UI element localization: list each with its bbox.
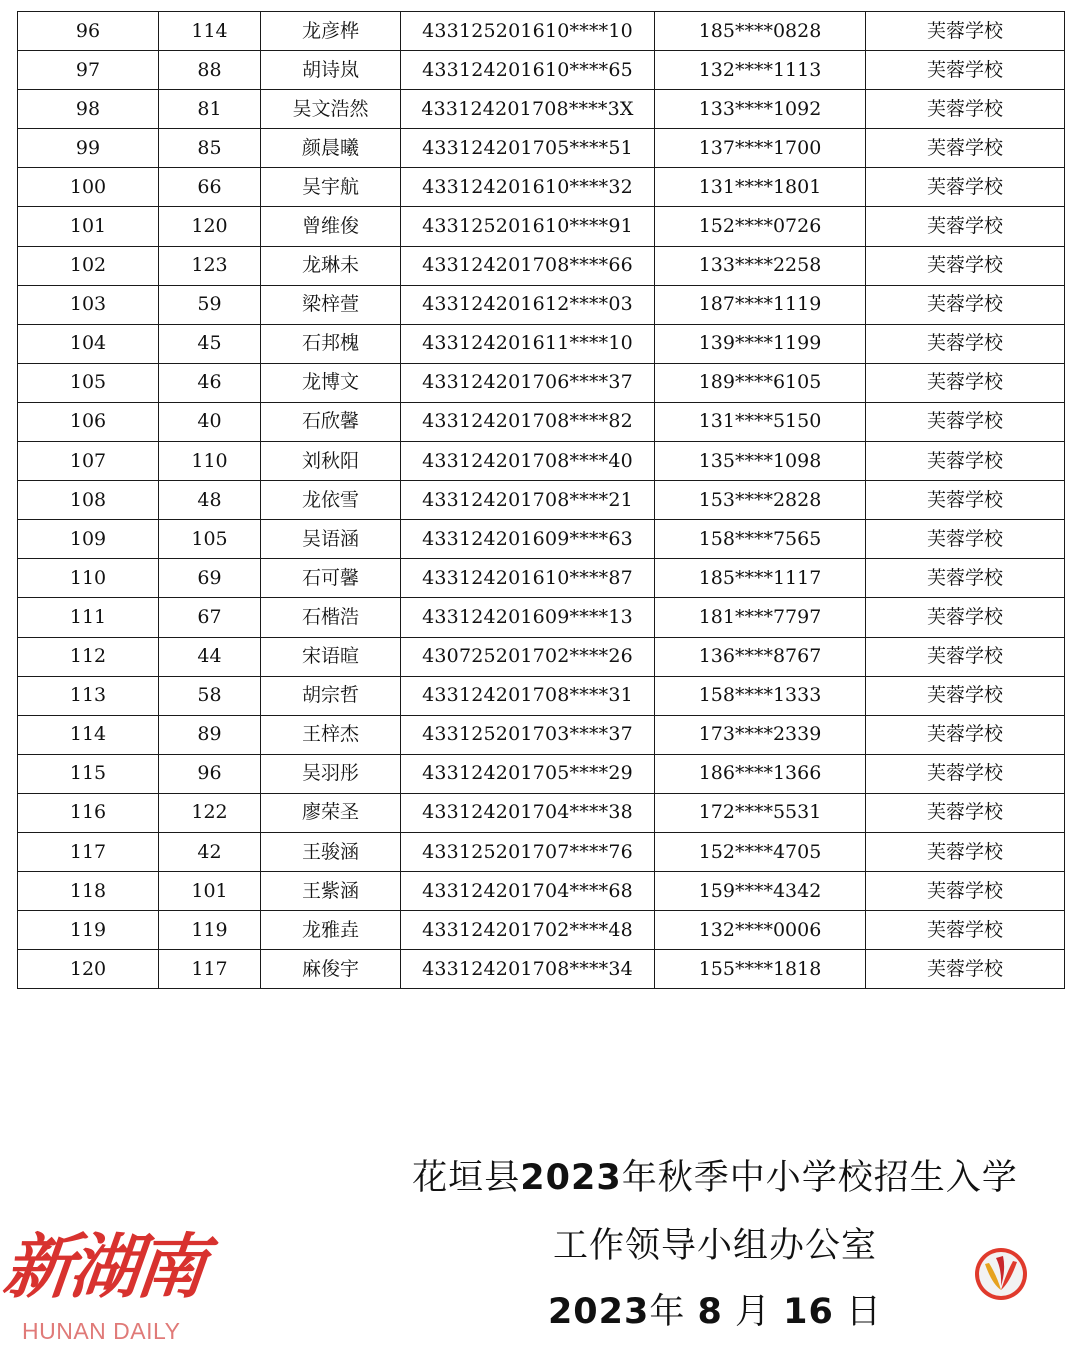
phone-number-cell: 152****4705 (655, 832, 866, 871)
phone-number-cell: 185****0828 (655, 12, 866, 51)
table-row (18, 754, 1065, 793)
exam-number-cell: 120 (159, 207, 261, 246)
school-name-cell: 芙蓉学校 (866, 598, 1065, 637)
exam-number-cell: 89 (159, 715, 261, 754)
student-name-cell: 刘秋阳 (261, 442, 401, 481)
exam-number-cell: 66 (159, 168, 261, 207)
school-name-cell: 芙蓉学校 (866, 715, 1065, 754)
issue-date (300, 1284, 1080, 1334)
school-name-cell: 芙蓉学校 (866, 754, 1065, 793)
phone-number-cell: 139****1199 (655, 324, 866, 363)
id-number-cell: 433124201708****31 (401, 676, 655, 715)
phone-number-cell: 133****1092 (655, 90, 866, 129)
student-name-cell: 龙博文 (261, 363, 401, 402)
table-row (18, 129, 1065, 168)
id-number-cell: 433124201702****48 (401, 911, 655, 950)
id-number-cell: 433124201708****66 (401, 246, 655, 285)
phone-number-cell: 158****7565 (655, 520, 866, 559)
phone-number-cell: 181****7797 (655, 598, 866, 637)
student-name-cell: 王骏涵 (261, 832, 401, 871)
date-month: 8 (697, 1292, 723, 1332)
school-name-cell: 芙蓉学校 (866, 129, 1065, 168)
row-number-cell: 116 (18, 793, 159, 832)
issuer-title: 年秋季中小学校招生入学 (621, 1158, 1018, 1198)
student-name-cell: 石邦槐 (261, 324, 401, 363)
id-number-cell: 433125201610****10 (401, 12, 655, 51)
id-number-cell: 430725201702****26 (401, 637, 655, 676)
student-name-cell: 曾维俊 (261, 207, 401, 246)
id-number-cell: 433124201612****03 (401, 285, 655, 324)
row-number-cell: 99 (18, 129, 159, 168)
row-number-cell: 106 (18, 402, 159, 441)
table-row (18, 950, 1065, 989)
table-row (18, 715, 1065, 754)
school-name-cell: 芙蓉学校 (866, 950, 1065, 989)
id-number-cell: 433124201610****32 (401, 168, 655, 207)
exam-number-cell: 59 (159, 285, 261, 324)
exam-number-cell: 46 (159, 363, 261, 402)
row-number-cell: 104 (18, 324, 159, 363)
school-name-cell: 芙蓉学校 (866, 676, 1065, 715)
phone-number-cell: 173****2339 (655, 715, 866, 754)
phone-number-cell: 153****2828 (655, 481, 866, 520)
table-row (18, 51, 1065, 90)
student-name-cell: 石可馨 (261, 559, 401, 598)
student-name-cell: 龙雅垚 (261, 911, 401, 950)
id-number-cell: 433124201706****37 (401, 363, 655, 402)
student-name-cell: 胡宗哲 (261, 676, 401, 715)
id-number-cell: 433124201609****63 (401, 520, 655, 559)
row-number-cell: 112 (18, 637, 159, 676)
id-number-cell: 433124201610****65 (401, 51, 655, 90)
exam-number-cell: 105 (159, 520, 261, 559)
id-number-cell: 433124201705****29 (401, 754, 655, 793)
row-number-cell: 115 (18, 754, 159, 793)
school-name-cell: 芙蓉学校 (866, 246, 1065, 285)
exam-number-cell: 101 (159, 872, 261, 911)
student-name-cell: 廖荣圣 (261, 793, 401, 832)
table-row (18, 559, 1065, 598)
exam-number-cell: 42 (159, 832, 261, 871)
row-number-cell: 107 (18, 442, 159, 481)
table-row (18, 520, 1065, 559)
exam-number-cell: 122 (159, 793, 261, 832)
brand-logo-english: HUNAN DAILY (22, 1318, 181, 1344)
exam-number-cell: 40 (159, 402, 261, 441)
table-row (18, 168, 1065, 207)
school-name-cell: 芙蓉学校 (866, 637, 1065, 676)
phone-number-cell: 136****8767 (655, 637, 866, 676)
school-name-cell: 芙蓉学校 (866, 51, 1065, 90)
id-number-cell: 433124201609****13 (401, 598, 655, 637)
row-number-cell: 105 (18, 363, 159, 402)
row-number-cell: 114 (18, 715, 159, 754)
table-row (18, 12, 1065, 51)
id-number-cell: 433124201704****38 (401, 793, 655, 832)
phone-number-cell: 131****5150 (655, 402, 866, 441)
school-name-cell: 芙蓉学校 (866, 442, 1065, 481)
date-month-unit: 月 (735, 1292, 772, 1332)
date-year: 2023 (547, 1292, 650, 1332)
table-row (18, 402, 1065, 441)
school-name-cell: 芙蓉学校 (866, 559, 1065, 598)
school-name-cell: 芙蓉学校 (866, 402, 1065, 441)
school-name-cell: 芙蓉学校 (866, 207, 1065, 246)
student-name-cell: 吴羽彤 (261, 754, 401, 793)
exam-number-cell: 81 (159, 90, 261, 129)
id-number-cell: 433124201611****10 (401, 324, 655, 363)
school-name-cell: 芙蓉学校 (866, 520, 1065, 559)
phone-number-cell: 185****1117 (655, 559, 866, 598)
phone-number-cell: 135****1098 (655, 442, 866, 481)
school-name-cell: 芙蓉学校 (866, 832, 1065, 871)
school-name-cell: 芙蓉学校 (866, 90, 1065, 129)
student-name-cell: 石欣馨 (261, 402, 401, 441)
issuer-line-1 (300, 1150, 1080, 1200)
exam-number-cell: 85 (159, 129, 261, 168)
roster-table-body (18, 12, 1065, 989)
exam-number-cell: 117 (159, 950, 261, 989)
id-number-cell: 433125201610****91 (401, 207, 655, 246)
id-number-cell: 433125201703****37 (401, 715, 655, 754)
row-number-cell: 119 (18, 911, 159, 950)
phone-number-cell: 158****1333 (655, 676, 866, 715)
student-name-cell: 龙依雪 (261, 481, 401, 520)
exam-number-cell: 44 (159, 637, 261, 676)
student-name-cell: 龙彦桦 (261, 12, 401, 51)
student-name-cell: 颜晨曦 (261, 129, 401, 168)
row-number-cell: 96 (18, 12, 159, 51)
table-row (18, 598, 1065, 637)
id-number-cell: 433124201704****68 (401, 872, 655, 911)
student-name-cell: 石楷浩 (261, 598, 401, 637)
row-number-cell: 113 (18, 676, 159, 715)
exam-number-cell: 45 (159, 324, 261, 363)
student-name-cell: 吴宇航 (261, 168, 401, 207)
id-number-cell: 433124201708****34 (401, 950, 655, 989)
school-name-cell: 芙蓉学校 (866, 324, 1065, 363)
id-number-cell: 433124201708****3X (401, 90, 655, 129)
exam-number-cell: 110 (159, 442, 261, 481)
phone-number-cell: 159****4342 (655, 872, 866, 911)
student-name-cell: 王梓杰 (261, 715, 401, 754)
brand-logo-chinese: 新湖南 (0, 1225, 207, 1308)
row-number-cell: 97 (18, 51, 159, 90)
phone-number-cell: 137****1700 (655, 129, 866, 168)
id-number-cell: 433125201707****76 (401, 832, 655, 871)
exam-number-cell: 119 (159, 911, 261, 950)
school-name-cell: 芙蓉学校 (866, 793, 1065, 832)
exam-number-cell: 48 (159, 481, 261, 520)
phone-number-cell: 172****5531 (655, 793, 866, 832)
row-number-cell: 109 (18, 520, 159, 559)
row-number-cell: 100 (18, 168, 159, 207)
phone-number-cell: 133****2258 (655, 246, 866, 285)
student-name-cell: 麻俊宇 (261, 950, 401, 989)
table-row (18, 246, 1065, 285)
exam-number-cell: 58 (159, 676, 261, 715)
phone-number-cell: 131****1801 (655, 168, 866, 207)
date-day: 16 (783, 1292, 834, 1332)
table-row (18, 207, 1065, 246)
hunan-daily-emblem-icon (972, 1246, 1030, 1302)
date-year-unit: 年 (649, 1292, 686, 1332)
student-name-cell: 宋语暄 (261, 637, 401, 676)
student-name-cell: 龙琳未 (261, 246, 401, 285)
table-row (18, 637, 1065, 676)
school-name-cell: 芙蓉学校 (866, 168, 1065, 207)
hunan-daily-watermark (0, 1222, 230, 1347)
student-name-cell: 梁梓萱 (261, 285, 401, 324)
row-number-cell: 111 (18, 598, 159, 637)
id-number-cell: 433124201708****82 (401, 402, 655, 441)
exam-number-cell: 96 (159, 754, 261, 793)
table-row (18, 872, 1065, 911)
student-name-cell: 胡诗岚 (261, 51, 401, 90)
row-number-cell: 110 (18, 559, 159, 598)
school-name-cell: 芙蓉学校 (866, 911, 1065, 950)
row-number-cell: 101 (18, 207, 159, 246)
issuer-year: 2023 (520, 1158, 622, 1198)
issuer-county: 花垣县 (412, 1158, 521, 1198)
row-number-cell: 98 (18, 90, 159, 129)
phone-number-cell: 132****0006 (655, 911, 866, 950)
date-day-unit: 日 (846, 1292, 883, 1332)
table-row (18, 481, 1065, 520)
row-number-cell: 103 (18, 285, 159, 324)
id-number-cell: 433124201708****21 (401, 481, 655, 520)
row-number-cell: 120 (18, 950, 159, 989)
student-name-cell: 吴语涵 (261, 520, 401, 559)
phone-number-cell: 187****1119 (655, 285, 866, 324)
table-row (18, 285, 1065, 324)
table-row (18, 363, 1065, 402)
row-number-cell: 118 (18, 872, 159, 911)
row-number-cell: 102 (18, 246, 159, 285)
id-number-cell: 433124201708****40 (401, 442, 655, 481)
table-row (18, 911, 1065, 950)
phone-number-cell: 152****0726 (655, 207, 866, 246)
table-row (18, 442, 1065, 481)
table-row (18, 676, 1065, 715)
id-number-cell: 433124201610****87 (401, 559, 655, 598)
exam-number-cell: 67 (159, 598, 261, 637)
phone-number-cell: 189****6105 (655, 363, 866, 402)
student-name-cell: 吴文浩然 (261, 90, 401, 129)
table-row (18, 324, 1065, 363)
phone-number-cell: 186****1366 (655, 754, 866, 793)
school-name-cell: 芙蓉学校 (866, 285, 1065, 324)
student-name-cell: 王紫涵 (261, 872, 401, 911)
school-name-cell: 芙蓉学校 (866, 12, 1065, 51)
exam-number-cell: 114 (159, 12, 261, 51)
table-row (18, 793, 1065, 832)
school-name-cell: 芙蓉学校 (866, 872, 1065, 911)
table-row (18, 832, 1065, 871)
issuer-line-2: 工作领导小组办公室 (552, 1226, 877, 1266)
row-number-cell: 117 (18, 832, 159, 871)
school-name-cell: 芙蓉学校 (866, 363, 1065, 402)
student-roster-table (17, 11, 1065, 989)
table-row (18, 90, 1065, 129)
row-number-cell: 108 (18, 481, 159, 520)
phone-number-cell: 155****1818 (655, 950, 866, 989)
phone-number-cell: 132****1113 (655, 51, 866, 90)
exam-number-cell: 69 (159, 559, 261, 598)
exam-number-cell: 123 (159, 246, 261, 285)
exam-number-cell: 88 (159, 51, 261, 90)
id-number-cell: 433124201705****51 (401, 129, 655, 168)
school-name-cell: 芙蓉学校 (866, 481, 1065, 520)
